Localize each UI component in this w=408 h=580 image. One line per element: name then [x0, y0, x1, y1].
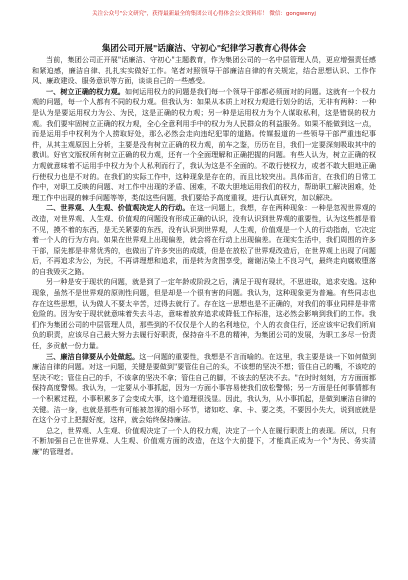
- paragraph-text: 总之，世界观、人生观、价值观决定了一个人的权力观，决定了一个人在履行职责上的表现。所以，只有不断加强自己在世界观、人生观、价值观方面的改造，在这个大前提下，才能真正成为一个"为民、务实清廉"的管理者。: [32, 425, 376, 456]
- paragraph-text: 这一问题的重要性，我想是不言而喻的。在这里，我主要是谈一下如何做到廉洁自律的问题。对这一问题，关键是要做到"要管住自己的头，不该想的坚决不想；管住自己的嘴，不该吃的坚决不吃；管住自己的手，不该拿的坚决不拿；管住自己的脚，不该去的坚决不去。"在时时刻刻，方方面面都保持高度警惕。我认为，一定要从小事抓起，因为一方面小事容易使我们放松警惕；另一方面是任何事情都有一个积累过程，小事积累多了会变成大事，这个道理很浅显。因此，我认为，从小事抓起，是做到廉洁自律的关键。洁一身，也就是那些有可能被忽视的细小环节，诸如吃、拿、卡、要之类，不要因小失大，说到底就是在这个分寸上把握好度，这样，就会始终保持廉洁。: [32, 351, 377, 425]
- paragraph: [32, 426, 376, 458]
- document-title: 集团公司开展"话廉洁、守初心"纪律学习教育心得体会: [101, 44, 307, 54]
- paragraph-text: 如何运用权力的问题是我们每一个领导干部都必须面对的问题。这就有一个权力观的问题，每一个人都有不同的权力观。但我认为：如果从本质上对权力观进行划分的话，无非有两种：一种是认为是要运用权力为公、为民，这是正确的权力观；另一种是运用权力为个人谋取私利，这是错误的权力观。我们要牢固树立正确的权力观，全心全意利用手中的权力为人民群众的利益服务。如果不能做到这一点，而是运用手中权利为个人捞取好处，那么必然会走向违纪犯罪的道路。传媒报道的一些领导干部严重违纪事件，从其主观原因上分析，主要是没有树立正确的权力观，前车之鉴，历历在目，我们一定要深刻吸取其中的教训。好官文版权所有树立正确的权力观，还有一个全面理解和正确把握的问题。有些人认为，树立正确的权力观就意味着不运用手中权力为个人私利而行了，我认为这是不全面的。不敢行使权力，或者不敢大胆地正确行使权力也是不对的。在我们的实际工作中，这种现象是存在的，而且比较突出。具体而言，在我们的日常工作中，对职工反映的问题、对工作中出现的矛盾、困难，不敢大胆地运用我们的权力，帮助职工解决困难，处理工作中出现的棘手问题等等，类似这些问题，我们要给予高度重视，进行认真研究，加以解决。: [32, 86, 377, 202]
- section-heading: 二、世界观、人生观、价值观决定人的行动。: [46, 203, 190, 213]
- section-heading: 一、树立正确的权力观。: [46, 86, 125, 96]
- paragraph-text: 当前，集团公司正开展"话廉洁、守初心"主题教育，作为集团公司的一名中层管理人员，更应增强责任感和紧迫感，廉洁自律、扎扎实实做好工作。笔者对照领导干部廉洁自律的有关规定，结合思想认识、工作作风、廉政建设、服务意识等方面，谈谈自己的一些感受。: [32, 55, 376, 86]
- document-body: [32, 55, 376, 458]
- paragraph: [32, 203, 376, 277]
- paragraph: [32, 55, 376, 87]
- paragraph-text: 在这一问题上，我想，存在两种现象：一种是忽视世界观的改造，对世界观、人生观、价值观的问题没有形成正确的认识，没有认识到世界观的重要性，认为这些都是看不见，摸不着的东西，是无关紧要的东西，没有认识到世界观，人生观，价值观是一个人的行动指南，它决定着一个人的行为方向。如果在世界观上出现偏差，就会将在行动上出现偏差。在现实生活中，我们周围的许多干部，原先都是非常优秀的，也做出了许多突出的成绩，但是在放松了世界观改造后，在世界观上出现了问题后，不再追求为公，为民，不再讲理想和追求，而是转为贪图享受，谢谢沾染上不良习气，最终走向腐败堕落的自我毁灭之路。: [32, 203, 376, 276]
- paragraph: [32, 87, 376, 204]
- section-heading: 三、廉洁自律要从小处做起。: [46, 351, 140, 361]
- header-banner: 关注公众号"公文研究"，获得最新最全的集团公司心得体会公文资料库！ 微信：gongwenyj: [92, 11, 316, 17]
- paragraph-text: 另一种是安于现状的问题，就是到了一定年龄或阶段之后，满足于现有现状，不思进取，追求安逸。这种现象，虽然不是世界观的原则性问题，但是却是一个很有害的问题。我认为，这种现象更为普遍。有些同志也存在这些思想，认为做人不要太辛苦，过得去就行了。存在这一思想也是不正确的，对我们的事业同样是非常危险的。因为安于现状就意味着失去斗志，意味着放弃追求或降低工作标准，这必然会影响到我们的工作。我们作为集团公司的中层管理人员，那些到的不仅仅是个人的名利地位，个人的衣食住行，还应该牢记我们所肩负的职责，应该尽自己最大努力去履行好职责，保持奋斗不息的精神，为集团公司的发展，为职工多尽一份责任，多贡献一份力量。: [32, 277, 376, 351]
- paragraph: [32, 277, 376, 351]
- paragraph: [32, 352, 376, 426]
